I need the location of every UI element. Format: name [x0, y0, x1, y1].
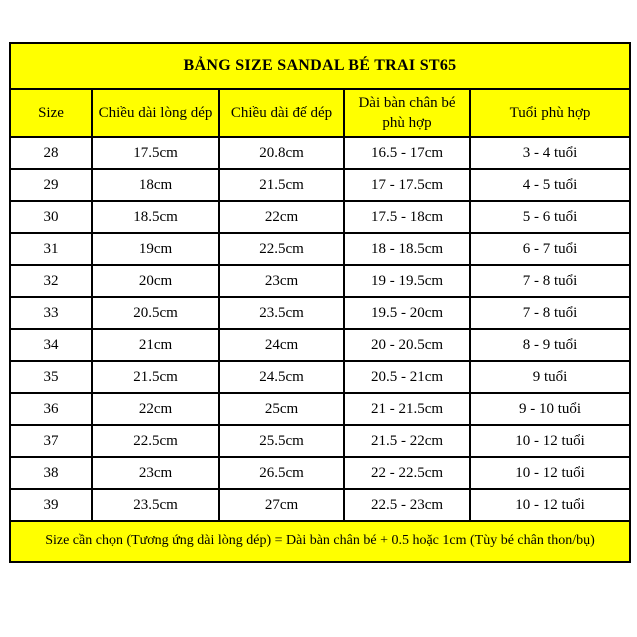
column-header: Chiều dài đế dép — [219, 89, 344, 137]
cell: 3 - 4 tuổi — [470, 137, 630, 169]
cell: 21.5 - 22cm — [344, 425, 470, 457]
cell: 24.5cm — [219, 361, 344, 393]
column-header: Tuổi phù hợp — [470, 89, 630, 137]
cell: 10 - 12 tuổi — [470, 457, 630, 489]
column-header: Size — [10, 89, 92, 137]
cell: 10 - 12 tuổi — [470, 425, 630, 457]
cell: 22.5cm — [92, 425, 219, 457]
cell: 22.5 - 23cm — [344, 489, 470, 521]
cell: 21.5cm — [219, 169, 344, 201]
cell: 9 tuổi — [470, 361, 630, 393]
cell: 25.5cm — [219, 425, 344, 457]
cell: 37 — [10, 425, 92, 457]
cell: 7 - 8 tuổi — [470, 297, 630, 329]
header-row — [10, 89, 630, 137]
cell: 23.5cm — [92, 489, 219, 521]
cell: 20.5cm — [92, 297, 219, 329]
cell: 21.5cm — [92, 361, 219, 393]
cell: 23cm — [219, 265, 344, 297]
table-title: BẢNG SIZE SANDAL BÉ TRAI ST65 — [10, 43, 630, 89]
cell: 25cm — [219, 393, 344, 425]
cell: 21 - 21.5cm — [344, 393, 470, 425]
table-row — [10, 265, 630, 297]
cell: 31 — [10, 233, 92, 265]
cell: 7 - 8 tuổi — [470, 265, 630, 297]
table-row — [10, 425, 630, 457]
cell: 36 — [10, 393, 92, 425]
cell: 32 — [10, 265, 92, 297]
table-row — [10, 361, 630, 393]
cell: 20.5 - 21cm — [344, 361, 470, 393]
cell: 29 — [10, 169, 92, 201]
cell: 16.5 - 17cm — [344, 137, 470, 169]
cell: 23.5cm — [219, 297, 344, 329]
cell: 28 — [10, 137, 92, 169]
footer-row — [10, 521, 630, 562]
cell: 21cm — [92, 329, 219, 361]
cell: 22 - 22.5cm — [344, 457, 470, 489]
cell: 27cm — [219, 489, 344, 521]
cell: 5 - 6 tuổi — [470, 201, 630, 233]
cell: 24cm — [219, 329, 344, 361]
cell: 18 - 18.5cm — [344, 233, 470, 265]
table-body — [10, 137, 630, 521]
title-row — [10, 43, 630, 89]
cell: 23cm — [92, 457, 219, 489]
table-row — [10, 169, 630, 201]
table-row — [10, 201, 630, 233]
cell: 17.5cm — [92, 137, 219, 169]
table-row — [10, 393, 630, 425]
size-table — [9, 42, 631, 563]
table-row — [10, 233, 630, 265]
cell: 19cm — [92, 233, 219, 265]
cell: 26.5cm — [219, 457, 344, 489]
footer-note: Size cần chọn (Tương ứng dài lòng dép) = Dài bàn chân bé + 0.5 hoặc 1cm (Tùy bé chân thon/bụ) — [10, 521, 630, 562]
cell: 22cm — [92, 393, 219, 425]
cell: 35 — [10, 361, 92, 393]
table-row — [10, 297, 630, 329]
cell: 8 - 9 tuổi — [470, 329, 630, 361]
cell: 39 — [10, 489, 92, 521]
cell: 19 - 19.5cm — [344, 265, 470, 297]
cell: 33 — [10, 297, 92, 329]
column-header: Dài bàn chân bé phù hợp — [344, 89, 470, 137]
table-row — [10, 137, 630, 169]
table-row — [10, 329, 630, 361]
cell: 18.5cm — [92, 201, 219, 233]
cell: 20 - 20.5cm — [344, 329, 470, 361]
cell: 20.8cm — [219, 137, 344, 169]
cell: 22cm — [219, 201, 344, 233]
column-header: Chiều dài lòng dép — [92, 89, 219, 137]
cell: 4 - 5 tuổi — [470, 169, 630, 201]
cell: 20cm — [92, 265, 219, 297]
cell: 38 — [10, 457, 92, 489]
table-row — [10, 457, 630, 489]
cell: 30 — [10, 201, 92, 233]
table-row — [10, 489, 630, 521]
cell: 18cm — [92, 169, 219, 201]
cell: 34 — [10, 329, 92, 361]
cell: 17.5 - 18cm — [344, 201, 470, 233]
cell: 17 - 17.5cm — [344, 169, 470, 201]
cell: 6 - 7 tuổi — [470, 233, 630, 265]
cell: 22.5cm — [219, 233, 344, 265]
cell: 10 - 12 tuổi — [470, 489, 630, 521]
cell: 9 - 10 tuổi — [470, 393, 630, 425]
cell: 19.5 - 20cm — [344, 297, 470, 329]
